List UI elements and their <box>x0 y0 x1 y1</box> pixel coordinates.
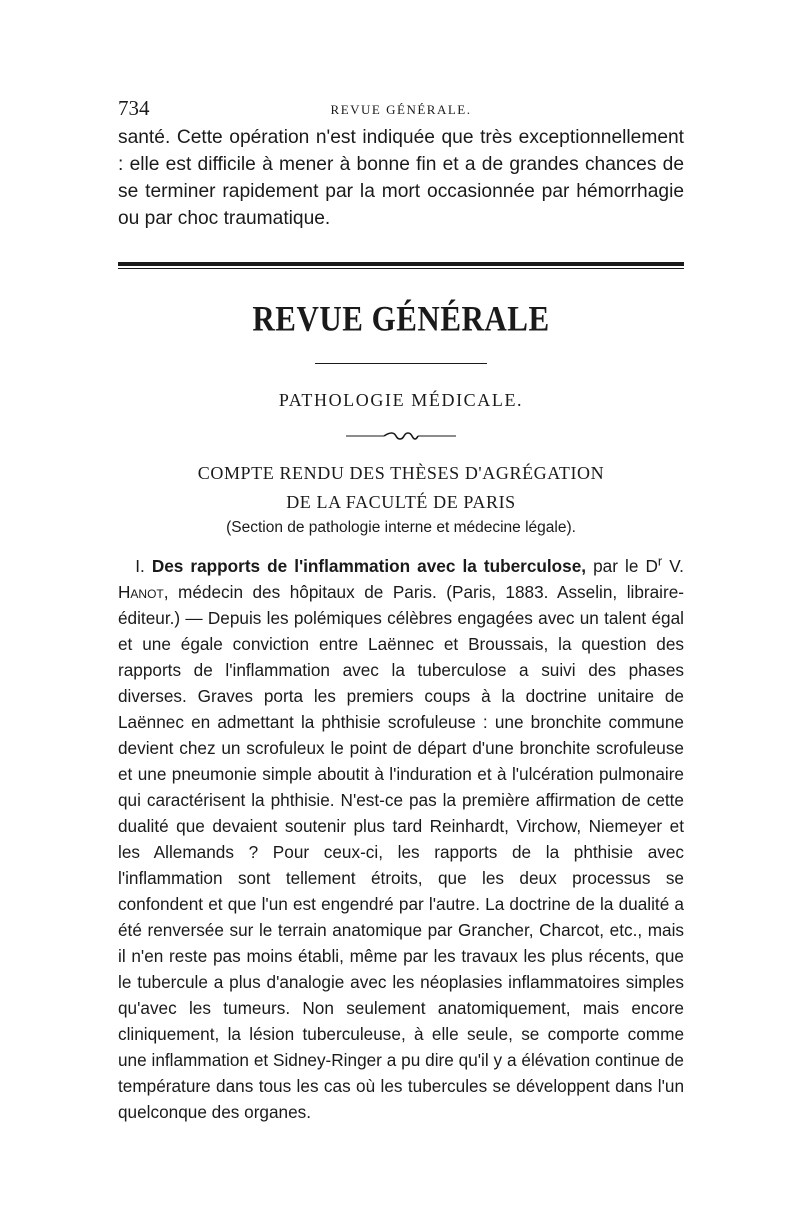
article-paragraph <box>118 553 684 1125</box>
fleuron-ornament-icon <box>346 431 456 441</box>
heading-line-2: DE LA FACULTÉ DE PARIS <box>286 492 516 512</box>
subsection-title: PATHOLOGIE MÉDICALE. <box>278 390 524 410</box>
running-head <box>118 92 684 122</box>
article-text: Depuis les polémiques célèbres engagées avec un talent égal et une égale conviction entre Laënnec et Broussais, la question des rapports de l'inflammation avec la tuberculose a suivi des phases diverses. Graves porta les premiers coups à la doctrine unitaire de Laënnec en admettant la phthisie scrofuleuse : une bronchite commune devient chez un scrofuleux le point de départ d'une bronchite scrofuleuse et une pneumonie simple aboutit à l'induration et à l'ulcération pulmonaire qui caractérisent la phthisie. N'est-ce pas la première affirmation de cette dualité que devaient soutenir plus tard Reinhardt, Virchow, Niemeyer et les Allemands ? Pour ceux-ci, les rapports de la phthisie avec l'inflammation sont tellement étroits, que les deux processus se confondent et que l'un est engendré par l'autre. La doctrine de la dualité a été renversée sur le terrain anatomique par Grancher, Charcot, etc., mais il n'en reste pas moins établi, même par les travaux les plus récents, que le tubercule a plus d'analogie avec les néoplasies inflammatoires simples qu'avec les tumeurs. Non seulement anatomiquement, mais encore cliniquement, la lésion tuberculeuse, à elle seule, se comporte comme une inflammation et Sidney-Ringer a pu dire qu'il y a élévation continue de température dans tous les cas où les tubercules se développent dans l'un quelconque des organes. <box>118 608 684 1122</box>
author-affiliation: , médecin des hôpitaux de Paris. (Paris, 1883. Asselin, libraire-éditeur.) — <box>118 582 684 628</box>
book-page <box>118 92 684 1125</box>
article-by: par le <box>593 556 639 576</box>
intro-paragraph: santé. Cette opération n'est indiquée que très exceptionnellement : elle est difficile à mener à bonne fin et a de grandes chances de se terminer rapidement par la mort occasionnée par hémorrhagie ou par choc traumatique. <box>118 127 684 229</box>
page-number: 734 <box>118 96 150 120</box>
author-prefix-superscript: r <box>657 553 663 569</box>
author-name: Hanot <box>118 582 164 602</box>
heading-line-1: COMPTE RENDU DES THÈSES D'AGRÉGATION <box>197 463 605 483</box>
author-prefix: D <box>645 556 658 576</box>
section-note: (Section de pathologie interne et médecine légale). <box>226 519 576 536</box>
article-number: I. <box>135 556 145 576</box>
running-title: REVUE GÉNÉRALE. <box>330 102 472 117</box>
section-divider <box>315 363 487 364</box>
thin-rule <box>118 268 684 269</box>
double-rule <box>118 262 684 269</box>
article-title: Des rapports de l'inflammation avec la tuberculose, <box>151 556 587 576</box>
author-initial: V. <box>669 556 684 576</box>
section-title: REVUE GÉNÉRALE <box>252 298 550 339</box>
